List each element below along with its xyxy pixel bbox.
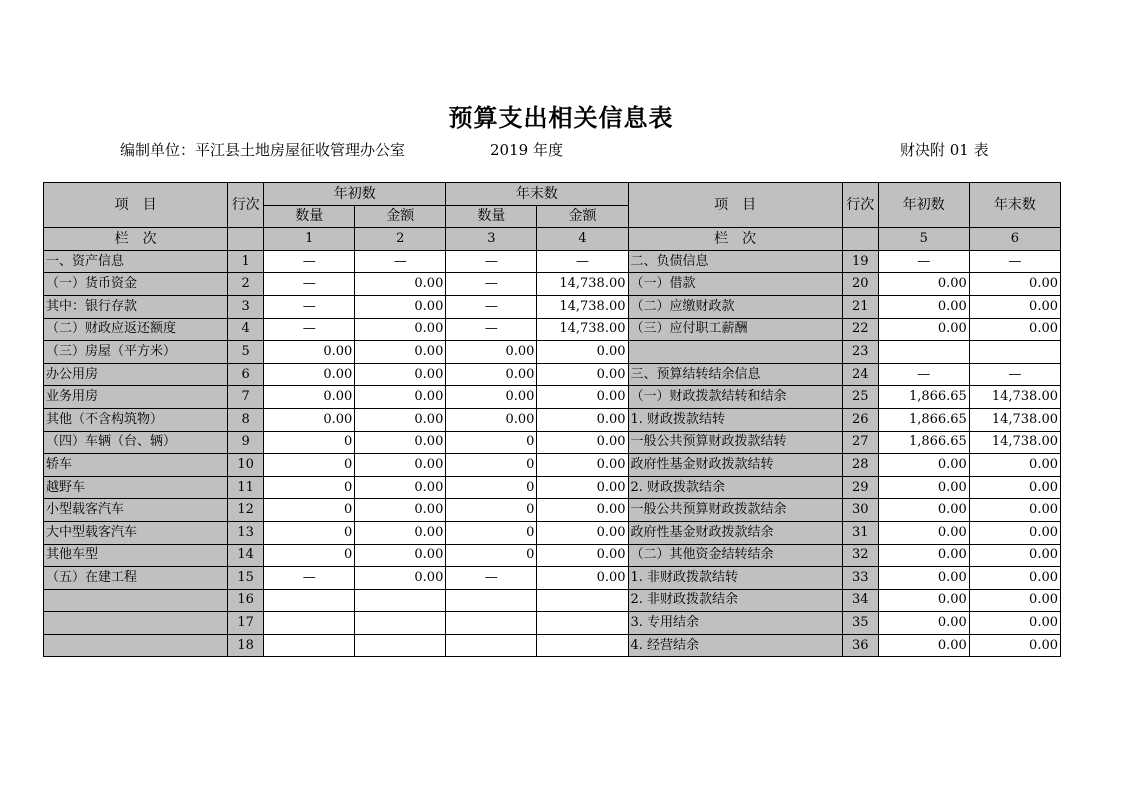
table-row [44,454,1061,477]
row-value-cell: 0.00 [969,612,1060,635]
row-seq-number: 35 [842,612,878,635]
row-value-cell: 0.00 [355,544,446,567]
row-value-cell: 0.00 [355,295,446,318]
header-right-seq: 行次 [842,183,878,228]
row-value-cell [355,612,446,635]
row-value-cell: 0.00 [878,318,969,341]
row-value-cell: 0.00 [537,363,628,386]
table-row [44,431,1061,454]
row-value-cell: 0.00 [355,499,446,522]
row-seq-number: 22 [842,318,878,341]
row-value-cell: 0.00 [878,634,969,657]
row-seq-number: 18 [228,634,264,657]
row-value-cell: — [264,273,355,296]
col-num: 3 [446,228,537,251]
row-seq-number: 29 [842,476,878,499]
row-value-cell: 0 [264,544,355,567]
row-value-cell: — [878,250,969,273]
row-value-cell: 0.00 [355,521,446,544]
row-item-name: 政府性基金财政拨款结转 [628,454,842,477]
row-seq-number: 28 [842,454,878,477]
table-row [44,250,1061,273]
row-value-cell: 0.00 [969,521,1060,544]
row-value-cell: 0.00 [969,454,1060,477]
header-begin: 年初数 [264,183,446,206]
row-item-name: 其中：银行存款 [44,295,228,318]
row-value-cell: 0 [264,521,355,544]
row-item-name: 大中型载客汽车 [44,521,228,544]
row-value-cell: — [446,318,537,341]
header-begin-qty: 数量 [264,205,355,228]
row-value-cell: 0.00 [264,363,355,386]
row-value-cell: 0.00 [537,341,628,364]
col-num: 6 [969,228,1060,251]
row-item-name: 二、负债信息 [628,250,842,273]
row-value-cell: 0 [446,521,537,544]
row-value-cell: 0.00 [355,386,446,409]
row-value-cell: 0.00 [355,567,446,590]
row-item-name: 4. 经营结余 [628,634,842,657]
table-row [44,386,1061,409]
row-item-name: 越野车 [44,476,228,499]
row-value-cell: 0.00 [264,341,355,364]
row-value-cell [264,589,355,612]
row-seq-number: 25 [842,386,878,409]
row-value-cell: 0.00 [537,454,628,477]
row-item-name: （三）房屋（平方米） [44,341,228,364]
header-end-amt: 金额 [537,205,628,228]
header-item: 项 目 [44,183,228,228]
row-value-cell [969,341,1060,364]
row-value-cell [537,612,628,635]
budget-info-table [43,182,1061,657]
row-item-name: 一般公共预算财政拨款结余 [628,499,842,522]
row-value-cell: 0.00 [264,386,355,409]
row-value-cell: 0 [264,431,355,454]
row-value-cell: 0.00 [355,431,446,454]
row-item-name: 一般公共预算财政拨款结转 [628,431,842,454]
table-row [44,318,1061,341]
row-item-name: （五）在建工程 [44,567,228,590]
header-right-item: 项 目 [628,183,842,228]
row-seq-number: 20 [842,273,878,296]
row-value-cell: 14,738.00 [537,318,628,341]
row-value-cell: 0.00 [537,431,628,454]
table-row [44,273,1061,296]
row-seq-number: 10 [228,454,264,477]
table-row [44,521,1061,544]
row-seq-number: 8 [228,408,264,431]
col-num: 5 [878,228,969,251]
row-value-cell: 0.00 [446,363,537,386]
row-value-cell: — [264,250,355,273]
row-item-name: （一）财政拨款结转和结余 [628,386,842,409]
row-value-cell: 0.00 [355,341,446,364]
row-item-name: 一、资产信息 [44,250,228,273]
table-row [44,544,1061,567]
row-value-cell: 0.00 [878,454,969,477]
row-item-name: 其他车型 [44,544,228,567]
table-row [44,476,1061,499]
row-seq-number: 15 [228,567,264,590]
fiscal-year: 2019 年度 [490,141,563,159]
row-value-cell: 1,866.65 [878,408,969,431]
row-item-name: 办公用房 [44,363,228,386]
row-seq-number: 9 [228,431,264,454]
row-value-cell: 0.00 [446,408,537,431]
row-value-cell: 0.00 [537,544,628,567]
row-value-cell: — [969,250,1060,273]
row-seq-number: 34 [842,589,878,612]
header-begin-amt: 金额 [355,205,446,228]
row-value-cell: — [446,273,537,296]
row-value-cell: 0.00 [878,273,969,296]
row-item-name: 三、预算结转结余信息 [628,363,842,386]
row-value-cell: — [446,295,537,318]
row-value-cell: — [264,295,355,318]
col-num: 1 [264,228,355,251]
row-item-name: 小型载客汽车 [44,499,228,522]
row-seq-number: 21 [842,295,878,318]
row-seq-number: 13 [228,521,264,544]
row-value-cell: 0.00 [355,273,446,296]
row-item-name: 轿车 [44,454,228,477]
header-right-begin: 年初数 [878,183,969,228]
row-value-cell: 14,738.00 [537,295,628,318]
row-value-cell: — [446,250,537,273]
row-item-name [44,589,228,612]
row-value-cell: 0.00 [537,521,628,544]
row-value-cell: 0.00 [969,273,1060,296]
table-row [44,408,1061,431]
row-item-name: 其他（不含构筑物） [44,408,228,431]
row-value-cell [355,634,446,657]
row-item-name: 政府性基金财政拨款结余 [628,521,842,544]
row-value-cell: 0.00 [355,408,446,431]
row-item-name [44,634,228,657]
row-item-name [44,612,228,635]
row-value-cell: 0.00 [264,408,355,431]
row-value-cell: 14,738.00 [969,431,1060,454]
row-seq-number: 11 [228,476,264,499]
row-value-cell: 0.00 [969,589,1060,612]
row-value-cell: 0.00 [878,544,969,567]
row-value-cell: 0.00 [446,386,537,409]
row-item-name: （一）货币资金 [44,273,228,296]
col-label: 栏 次 [44,228,228,251]
preparing-unit: 编制单位：平江县土地房屋征收管理办公室 [120,141,406,159]
row-value-cell: 0.00 [355,454,446,477]
row-seq-number: 4 [228,318,264,341]
row-seq-number: 33 [842,567,878,590]
row-value-cell: 0.00 [537,499,628,522]
row-value-cell [355,589,446,612]
row-seq-number: 14 [228,544,264,567]
row-item-name: （三）应付职工薪酬 [628,318,842,341]
table-row [44,634,1061,657]
row-value-cell: 0 [446,499,537,522]
col-num: 2 [355,228,446,251]
row-value-cell: — [969,363,1060,386]
row-value-cell [446,589,537,612]
header-end: 年末数 [446,183,628,206]
row-value-cell [446,612,537,635]
row-seq-number: 3 [228,295,264,318]
row-seq-number: 36 [842,634,878,657]
table-row [44,363,1061,386]
row-value-cell: 0.00 [355,363,446,386]
row-seq-number: 1 [228,250,264,273]
row-item-name: （一）借款 [628,273,842,296]
row-seq-number: 6 [228,363,264,386]
row-value-cell: — [537,250,628,273]
row-value-cell: 0.00 [878,567,969,590]
row-seq-number: 23 [842,341,878,364]
table-row [44,295,1061,318]
row-value-cell: 0.00 [537,567,628,590]
row-value-cell: 0.00 [446,341,537,364]
table-row [44,612,1061,635]
row-value-cell: — [264,318,355,341]
row-value-cell: 0.00 [969,634,1060,657]
row-seq-number: 12 [228,499,264,522]
row-seq-number: 30 [842,499,878,522]
row-value-cell [878,341,969,364]
row-seq-number: 27 [842,431,878,454]
row-seq-number: 24 [842,363,878,386]
row-value-cell: 14,738.00 [969,408,1060,431]
row-seq-number: 2 [228,273,264,296]
row-value-cell: 0 [264,499,355,522]
row-seq-number: 19 [842,250,878,273]
row-item-name [628,341,842,364]
table-row [44,499,1061,522]
row-value-cell: 0 [264,476,355,499]
header-right-end: 年末数 [969,183,1060,228]
row-item-name: （四）车辆（台、辆） [44,431,228,454]
row-item-name: 2. 非财政拨款结余 [628,589,842,612]
row-value-cell: 0.00 [878,589,969,612]
row-value-cell: 0.00 [878,499,969,522]
row-seq-number: 16 [228,589,264,612]
row-item-name: 3. 专用结余 [628,612,842,635]
row-value-cell: — [878,363,969,386]
row-value-cell: 14,738.00 [969,386,1060,409]
row-value-cell: 0.00 [878,521,969,544]
row-item-name: 1. 非财政拨款结转 [628,567,842,590]
row-value-cell: 0.00 [969,295,1060,318]
form-code: 财决附 01 表 [900,141,989,159]
row-value-cell: 0 [446,431,537,454]
row-value-cell: 0 [264,454,355,477]
table-row [44,589,1061,612]
right-col-label: 栏 次 [628,228,842,251]
row-value-cell: 0.00 [537,476,628,499]
row-value-cell: — [446,567,537,590]
header-end-qty: 数量 [446,205,537,228]
row-value-cell: 0.00 [969,499,1060,522]
row-item-name: 业务用房 [44,386,228,409]
row-value-cell [537,634,628,657]
row-value-cell: 0.00 [537,408,628,431]
row-value-cell: 0.00 [355,476,446,499]
col-num: 4 [537,228,628,251]
row-seq-number: 17 [228,612,264,635]
row-value-cell [446,634,537,657]
row-value-cell: 14,738.00 [537,273,628,296]
row-item-name: （二）应缴财政款 [628,295,842,318]
row-value-cell: — [355,250,446,273]
row-item-name: 2. 财政拨款结余 [628,476,842,499]
row-value-cell [264,612,355,635]
row-value-cell: 0.00 [969,476,1060,499]
row-seq-number: 5 [228,341,264,364]
row-value-cell: 0 [446,544,537,567]
row-value-cell: 0.00 [355,318,446,341]
row-seq-number: 7 [228,386,264,409]
row-value-cell: — [264,567,355,590]
row-value-cell: 1,866.65 [878,431,969,454]
table-row [44,567,1061,590]
table-row [44,341,1061,364]
row-seq-number: 26 [842,408,878,431]
row-seq-number: 31 [842,521,878,544]
row-item-name: （二）财政应返还额度 [44,318,228,341]
row-value-cell [537,589,628,612]
row-value-cell: 0.00 [878,295,969,318]
row-value-cell: 1,866.65 [878,386,969,409]
row-value-cell: 0.00 [878,612,969,635]
row-value-cell: 0 [446,454,537,477]
row-item-name: 1. 财政拨款结转 [628,408,842,431]
row-value-cell: 0.00 [969,318,1060,341]
row-seq-number: 32 [842,544,878,567]
row-item-name: （二）其他资金结转结余 [628,544,842,567]
row-value-cell: 0.00 [969,567,1060,590]
row-value-cell: 0.00 [878,476,969,499]
page-title: 预算支出相关信息表 [448,103,674,132]
row-value-cell [264,634,355,657]
header-seq: 行次 [228,183,264,228]
row-value-cell: 0.00 [537,386,628,409]
row-value-cell: 0 [446,476,537,499]
row-value-cell: 0.00 [969,544,1060,567]
